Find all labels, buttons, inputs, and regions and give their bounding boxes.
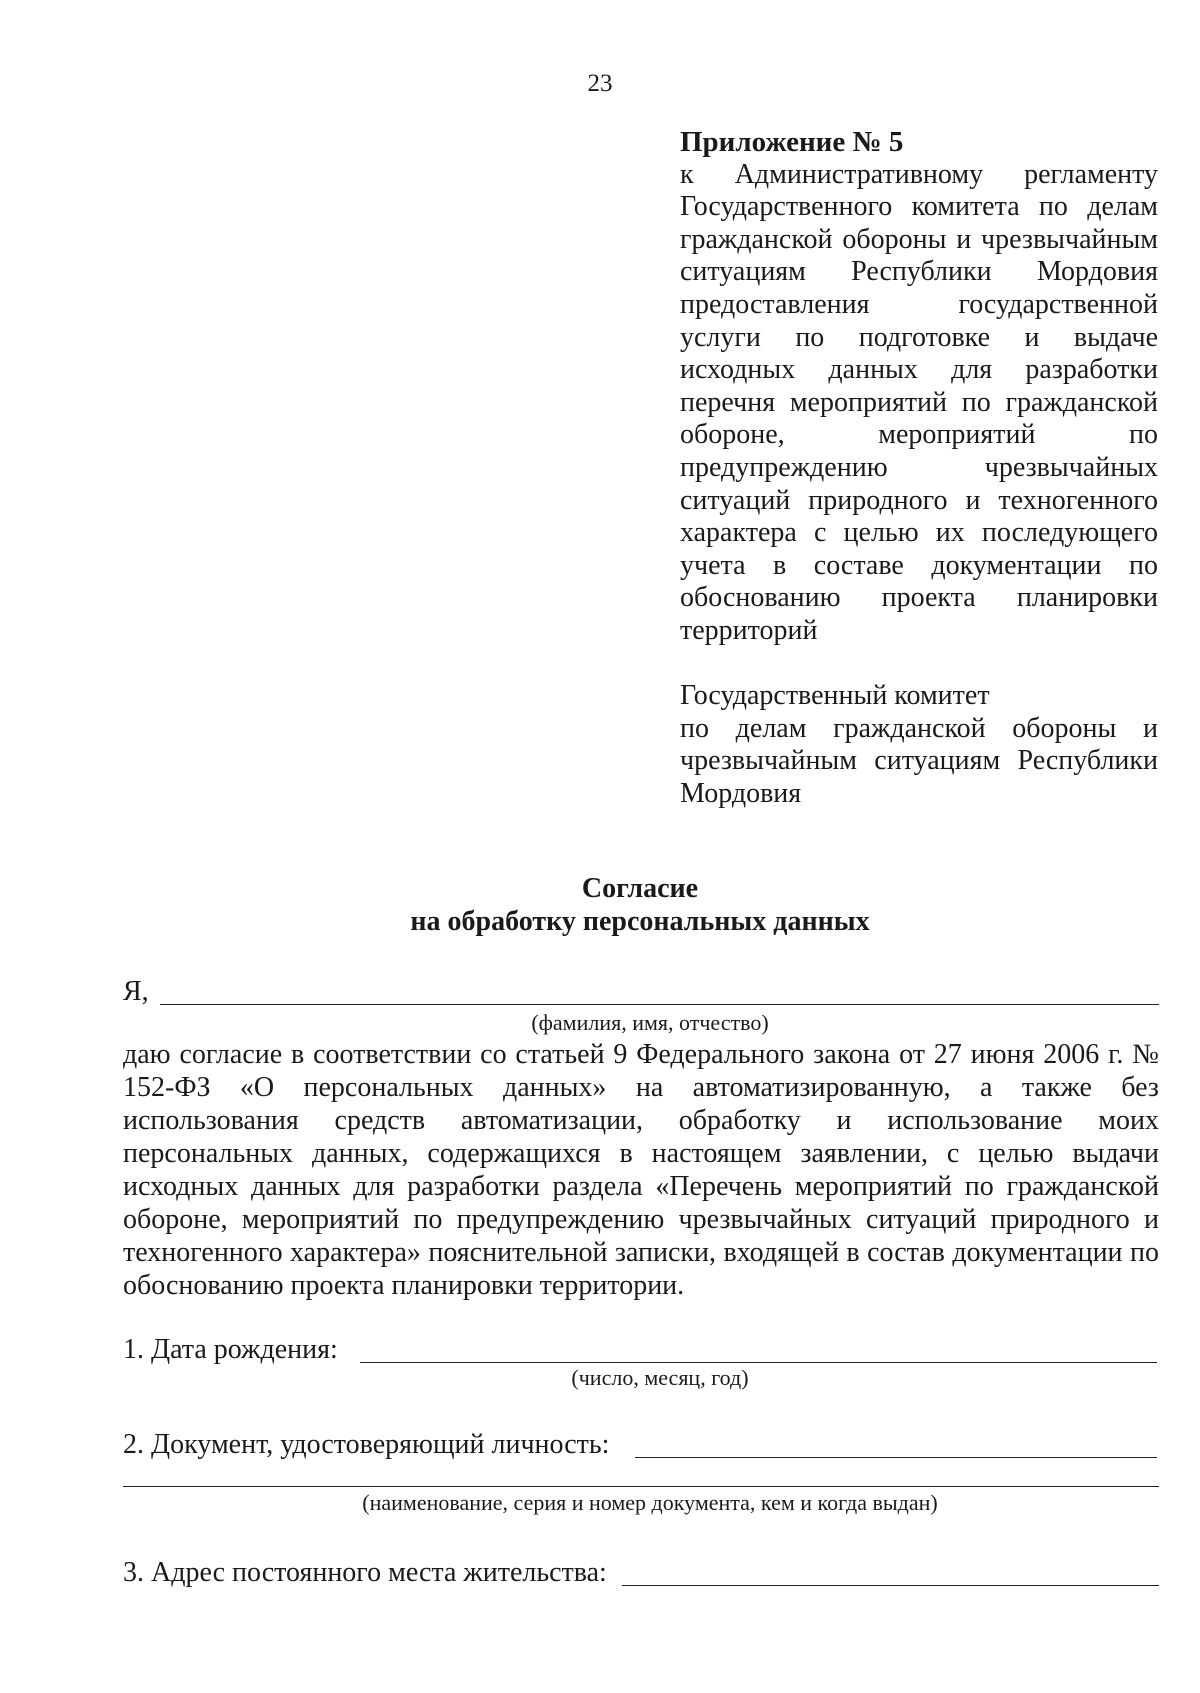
recipient-line-1: Государственный комитет <box>680 680 990 711</box>
consent-title <box>0 872 1200 938</box>
recipient-line-2: по делам гражданской обороны и чрезвычайным ситуациям Республики Мордовия <box>680 712 1158 809</box>
fio-caption: (фамилия, имя, отчество) <box>531 1010 769 1035</box>
fio-blank[interactable] <box>160 1004 1159 1005</box>
document-blank[interactable] <box>635 1457 1157 1458</box>
consent-title-line-2: на обработку персональных данных <box>410 906 870 937</box>
document-caption: (наименование, серия и номер документа, кем и когда выдан) <box>362 1490 938 1515</box>
document-label: 2. Документ, удостоверяющий личность: <box>123 1429 610 1460</box>
appendix-body: к Административному регламенту Государственного комитета по делам гражданской обороны и чрезвычайным ситуациям Республики Мордовия предоставления государственной услуги по подготовке и выдаче исходных данных для разработки перечня мероприятий по гражданской обороне, мероприятий по предупреждению чрезвычайных ситуаций природного и техногенного характера с целью их последующего учета в составе документации по обоснованию проекта планировки территорий <box>680 158 1158 646</box>
appendix-block <box>680 126 1158 648</box>
consent-title-line-1: Согласие <box>581 873 699 904</box>
birth-date-blank[interactable] <box>360 1362 1157 1363</box>
recipient-block <box>680 680 1158 810</box>
birth-date-caption: (число, месяц, год) <box>571 1365 749 1390</box>
consent-body: даю согласие в соответствии со статьей 9 Федерального закона от 27 июня 2006 г. № 152-ФЗ «О персональных данных» на автоматизированную, а также без использования средств автоматизации, обработку и использование моих персональных данных, содержащихся в настоящем заявлении, с целью выдачи исходных данных для разработки раздела «Перечень мероприятий по гражданской обороне, мероприятий по предупреждению чрезвычайных ситуаций природного и техногенного характера» пояснительной записки, входящей в состав документации по обоснованию проекта планировки территории. <box>123 1039 1159 1301</box>
address-blank[interactable] <box>622 1585 1159 1586</box>
birth-date-label: 1. Дата рождения: <box>123 1334 338 1365</box>
appendix-title: Приложение № 5 <box>680 126 904 158</box>
page-number: 23 <box>587 70 613 97</box>
address-label: 3. Адрес постоянного места жительства: <box>123 1557 607 1588</box>
fio-prefix: Я, <box>123 976 149 1007</box>
document-blank-second-line[interactable] <box>123 1486 1159 1487</box>
